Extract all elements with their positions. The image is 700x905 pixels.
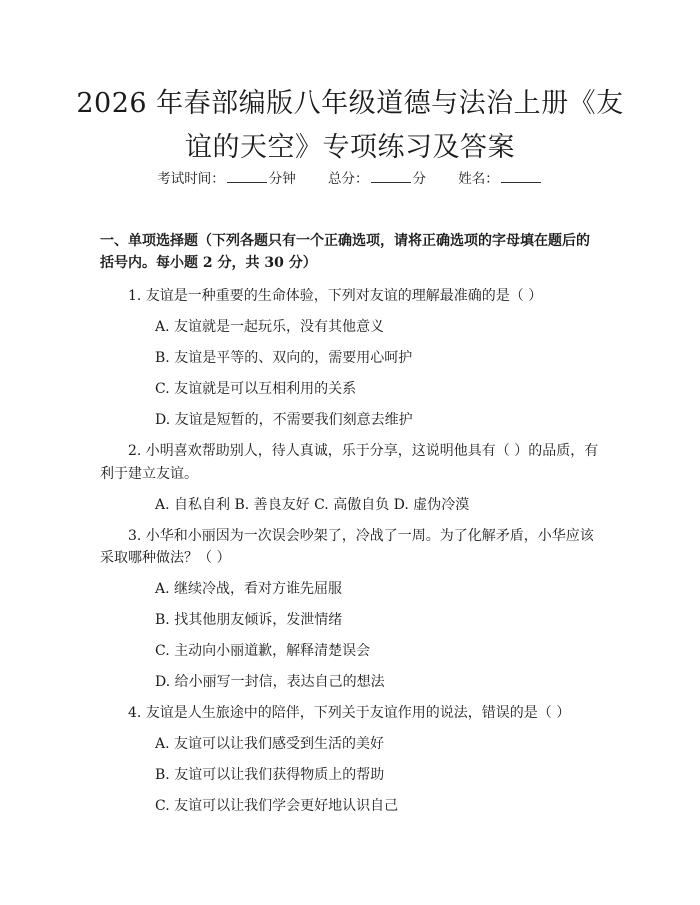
exam-time-unit: 分钟 — [268, 171, 296, 187]
student-name-label: 姓名： — [458, 171, 499, 187]
question-1: 1. 友谊是一种重要的生命体验，下列对友谊的理解最准确的是（ ） — [128, 288, 543, 304]
question-2: 2. 小明喜欢帮助别人，待人真诚，乐于分享，这说明他具有（ ）的品质，有 — [128, 443, 599, 459]
question-4-option-b: B. 友谊可以让我们获得物质上的帮助 — [155, 767, 385, 783]
section-heading — [100, 230, 600, 274]
question-1-option-a: A. 友谊就是一起玩乐，没有其他意义 — [155, 319, 385, 335]
question-4-option-c: C. 友谊可以让我们学会更好地认识自己 — [155, 798, 399, 814]
exam-info — [0, 170, 700, 188]
question-3-option-a: A. 继续冷战，看对方谁先屈服 — [155, 581, 343, 597]
title-line-2: 谊的天空》专项练习及答案 — [185, 132, 515, 163]
question-3-option-d: D. 给小丽写一封信，表达自己的想法 — [155, 674, 385, 690]
exam-time-label: 考试时间： — [157, 171, 225, 187]
exam-time — [157, 170, 296, 188]
question-1-option-b: B. 友谊是平等的、双向的，需要用心呵护 — [155, 350, 413, 366]
total-score-unit: 分 — [412, 171, 426, 187]
question-2-options: A. 自私自利 B. 善良友好 C. 高傲自负 D. 虚伪冷漠 — [155, 497, 470, 513]
section-heading-line-1: 一、单项选择题（下列各题只有一个正确选项，请将正确选项的字母填在题后的 — [100, 233, 590, 249]
document-title — [60, 82, 640, 170]
section-heading-line-2: 括号内。每小题 2 分，共 30 分） — [100, 255, 317, 271]
total-score-blank — [371, 170, 411, 183]
question-3: 3. 小华和小丽因为一次误会吵架了，冷战了一周。为了化解矛盾，小华应该 — [128, 528, 594, 544]
question-1-option-d: D. 友谊是短暂的，不需要我们刻意去维护 — [155, 412, 413, 428]
question-4-option-a: A. 友谊可以让我们感受到生活的美好 — [155, 736, 385, 752]
question-3-option-c: C. 主动向小丽道歉，解释清楚误会 — [155, 643, 371, 659]
question-1-option-c: C. 友谊就是可以互相利用的关系 — [155, 381, 357, 397]
total-score-label: 总分： — [328, 171, 369, 187]
question-3-continued: 采取哪种做法？（ ） — [100, 550, 231, 566]
title-line-1: 2026 年春部编版八年级道德与法治上册《友 — [76, 88, 624, 119]
total-score — [328, 170, 426, 188]
student-name — [458, 170, 543, 188]
question-4: 4. 友谊是人生旅途中的陪伴，下列关于友谊作用的说法，错误的是（ ） — [128, 705, 571, 721]
student-name-blank — [501, 170, 541, 183]
exam-time-blank — [227, 170, 267, 183]
question-3-option-b: B. 找其他朋友倾诉，发泄情绪 — [155, 612, 343, 628]
question-2-continued: 利于建立友谊。 — [100, 466, 198, 482]
